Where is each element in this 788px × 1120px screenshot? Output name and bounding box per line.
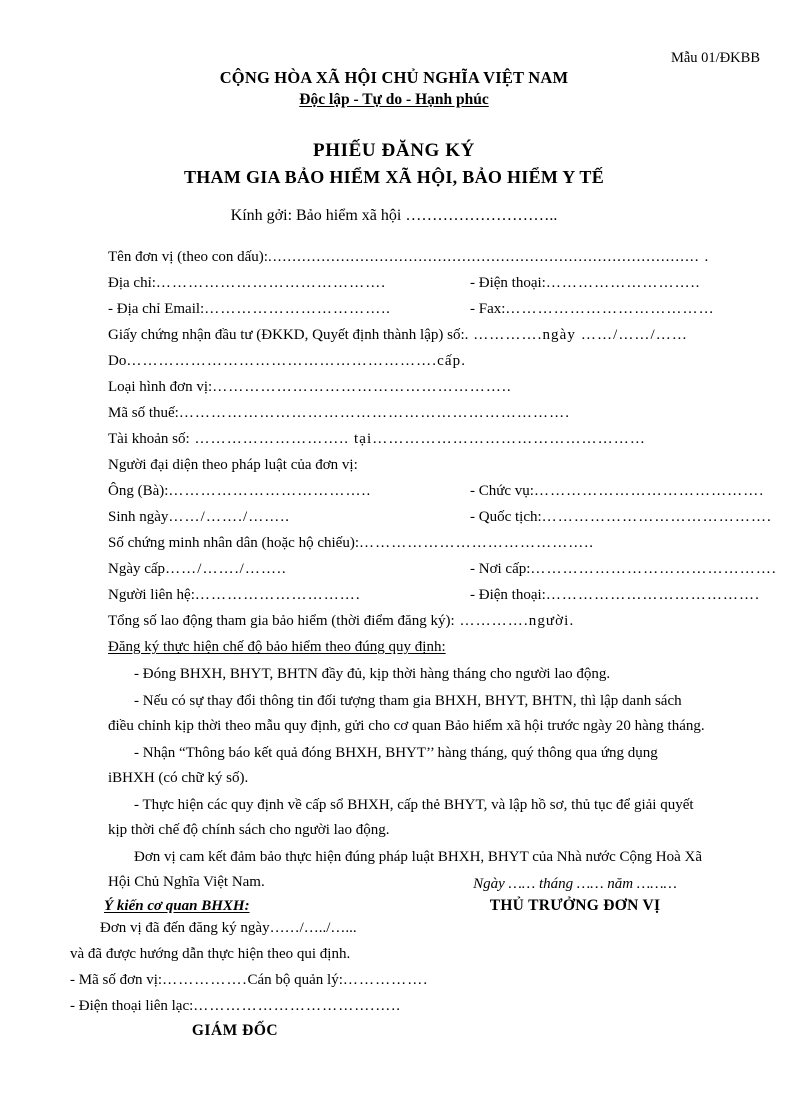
director-label: GIÁM ĐỐC (191, 1022, 279, 1039)
field-issue-date-dots: ……/……./…….. (165, 561, 287, 577)
representative-heading: Người đại diện theo pháp luật của đơn vị: (108, 457, 358, 473)
document-title-line1: PHIẾU ĐĂNG KÝ (313, 140, 475, 161)
field-contact-person[interactable] (108, 582, 760, 608)
bhxh-unit-code-row[interactable] (70, 967, 470, 993)
field-nationality-label: - Quốc tịch: (470, 509, 542, 525)
field-rep-name[interactable] (108, 478, 765, 504)
field-fax-label: - Fax: (470, 301, 506, 317)
field-contact-phone-dots: …………………………………. (545, 587, 760, 603)
bhxh-contact-phone-row[interactable] (70, 993, 470, 1019)
field-contact-phone[interactable] (470, 582, 760, 608)
field-tax-code-label: Mã số thuế: (108, 405, 179, 421)
field-license-label: Giấy chứng nhận đầu tư (ĐKKD, Quyết định thành lập) số:. (108, 327, 469, 343)
commitment-item-4: - Thực hiện các quy định về cấp sổ BHXH, cấp thẻ BHYT, và lập hồ sơ, thủ tục để giải quyết kịp thời chế độ chính sách cho người lao động. (108, 797, 694, 838)
field-unit-name[interactable] (108, 244, 708, 270)
bhxh-guided-line: và đã được hướng dẫn thực hiện theo qui định. (70, 946, 351, 962)
field-position[interactable] (470, 478, 764, 504)
field-contact-person-label: Người liên hệ: (108, 587, 195, 603)
field-fax-dots: ………………………………… (505, 301, 715, 317)
field-tax-code[interactable] (108, 400, 708, 426)
national-heading-line1: CỘNG HÒA XÃ HỘI CHỦ NGHĨA VIỆT NAM (219, 68, 569, 87)
field-phone-label: - Điện thoại: (470, 275, 546, 291)
field-license-dots: ………….ngày ……/……/…… (468, 327, 689, 343)
field-unit-type-label: Loại hình đơn vị: (108, 379, 213, 395)
field-issue-date[interactable] (108, 556, 777, 582)
field-email-dots: …………………………….. (204, 301, 392, 317)
field-phone[interactable] (470, 270, 700, 296)
field-issue-place-label: - Nơi cấp: (470, 561, 531, 577)
bhxh-unit-code-dots: ……………. (162, 972, 248, 988)
field-nationality[interactable] (470, 504, 772, 530)
unit-head-signature-block (430, 876, 720, 915)
bhxh-unit-code-label: - Mã số đơn vị: (70, 972, 163, 988)
field-total-workers-dots: ………….người. (454, 613, 575, 629)
field-contact-person-dots: …………………………. (194, 587, 361, 603)
commitment-pledge: Đơn vị cam kết đảm bảo thực hiện đúng pháp luật BHXH, BHYT của Nhà nước Cộng Hoà Xã Hội Chủ Nghĩa Việt Nam. (108, 849, 702, 890)
field-unit-type-dots: ……………………………………………….. (212, 379, 512, 395)
field-birth-date-label: Sinh ngày (108, 509, 169, 525)
field-total-workers-label: Tổng số lao động tham gia bảo hiểm (thời điểm đăng ký): (108, 613, 455, 629)
field-tax-code-dots: ………………………………………………………………. (178, 405, 571, 421)
field-issue-date-label: Ngày cấp (108, 561, 166, 577)
field-email[interactable] (108, 296, 715, 322)
field-issued-by-dots: ………………………………………………….cấp. (126, 353, 467, 369)
commitment-item-2: - Nếu có sự thay đổi thông tin đối tượng tham gia BHXH, BHYT, BHTN, thì lập danh sách điều chỉnh kịp thời theo mẫu quy định, gửi cho cơ quan Bảo hiểm xã hội trước ngày 20 hàng tháng. (108, 693, 705, 734)
field-bank-account[interactable] (108, 426, 708, 452)
field-birth-date-dots: ……/……./…….. (168, 509, 291, 525)
field-address-dots: ……………………………………. (155, 275, 387, 291)
field-bank-account-label: Tài khoản số: (108, 431, 190, 447)
recipient-line: Kính gởi: Bảo hiểm xã hội ……………………….. (230, 207, 558, 224)
field-rep-name-dots: ……………………………….. (168, 483, 372, 499)
field-total-workers[interactable] (108, 608, 708, 634)
field-birth-date[interactable] (108, 504, 772, 530)
bhxh-registered-line: Đơn vị đã đến đăng ký ngày……/…../…... (100, 920, 357, 936)
field-id-number-dots: …………………………………….. (359, 535, 595, 551)
bhxh-contact-phone-label: - Điện thoại liên lạc: (70, 998, 194, 1014)
field-bank-account-dots: ……………………….. tại (189, 431, 373, 447)
field-nationality-dots: ……………………………………. (541, 509, 772, 525)
form-body (108, 244, 777, 895)
commitment-item-3: - Nhận “Thông báo kết quả đóng BHXH, BHYT’’ hàng tháng, quý thông qua ứng dụng iBHXH (có chữ ký số). (108, 745, 658, 786)
bhxh-opinion-block (70, 898, 470, 1019)
unit-head-label: THỦ TRƯỞNG ĐƠN VỊ (489, 897, 661, 914)
field-fax[interactable] (470, 296, 715, 322)
field-issue-place[interactable] (470, 556, 777, 582)
field-address[interactable] (108, 270, 708, 296)
field-contact-phone-label: - Điện thoại: (470, 587, 546, 603)
field-rep-name-label: Ông (Bà): (108, 483, 169, 499)
commitment-item-1: - Đóng BHXH, BHYT, BHTN đầy đủ, kịp thời hàng tháng cho người lao động. (134, 666, 611, 682)
bhxh-officer-dots: ……………. (342, 972, 429, 988)
field-position-dots: ……………………………………. (533, 483, 765, 499)
field-id-number[interactable] (108, 530, 708, 556)
field-position-label: - Chức vụ: (470, 483, 534, 499)
field-email-label: - Địa chỉ Email: (108, 301, 205, 317)
field-unit-type[interactable] (108, 374, 708, 400)
field-unit-name-label: Tên đơn vị (theo con dấu): (108, 249, 268, 265)
form-code: Mẫu 01/ĐKBB (670, 50, 760, 66)
signature-date-line: Ngày …… tháng …… năm ……… (473, 876, 677, 892)
field-unit-name-dots: ......................................................................................... . (267, 249, 710, 265)
document-title (0, 140, 788, 188)
bhxh-contact-phone-dots: …………………………….….. (193, 998, 402, 1014)
field-bank-account-dots2: …………………………………………… (372, 431, 646, 447)
field-issue-place-dots: ………………………………………. (530, 561, 777, 577)
field-address-label: Địa chỉ: (108, 275, 156, 291)
national-heading-line2: Độc lập - Tự do - Hạnh phúc (299, 91, 489, 108)
bhxh-officer-label: Cán bộ quản lý: (247, 972, 343, 988)
field-issued-by-label: Do (108, 353, 127, 369)
field-issued-by[interactable] (108, 348, 708, 374)
field-license[interactable] (108, 322, 708, 348)
field-id-number-label: Số chứng minh nhân dân (hoặc hộ chiếu): (108, 535, 359, 551)
field-phone-dots: ……………………….. (545, 275, 701, 291)
commitments-heading: Đăng ký thực hiện chế độ bảo hiểm theo đúng quy định: (108, 639, 446, 655)
bhxh-opinion-title: Ý kiến cơ quan BHXH: (104, 898, 250, 914)
document-title-line2: THAM GIA BẢO HIỂM XÃ HỘI, BẢO HIỂM Y TẾ (183, 167, 605, 187)
national-heading (0, 68, 788, 109)
